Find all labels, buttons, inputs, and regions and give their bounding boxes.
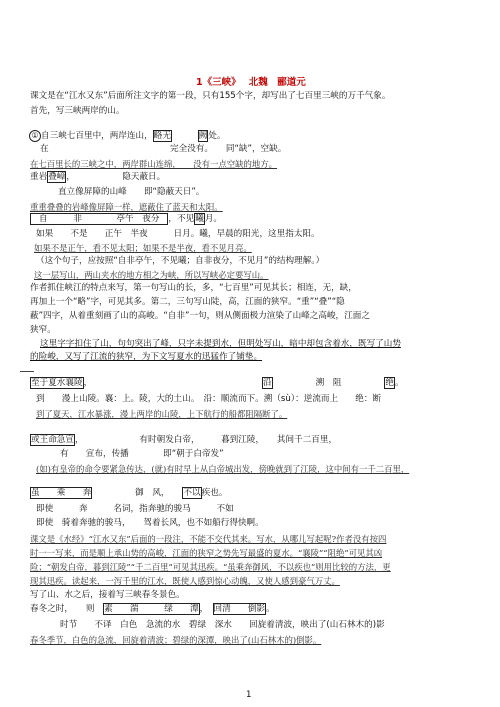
s2-translation-2: (如)有皇帝的命令要紧急传达，(就)有时早上从白帝城出发，傍晚就到了江陵，这中间有一千二百里， [36, 464, 410, 474]
s1-line-h: 如果 不是 正午 半夜 日月。曦，早晨的阳光，这里指太阳。 [36, 229, 320, 239]
s1-a-post: 处。 [208, 131, 226, 141]
p2-line-1: 作者抓住峡江的特点来写，第一句写山的长，多，“七百里”可见其长；相连，无，缺， [30, 283, 357, 293]
s2-a-c: 溯 [315, 378, 325, 388]
p4-line-4: 现其迅疾。读起来，一泻千里的江水，既使人感到惊心动魄，又使人感到豪气万丈。 [30, 576, 340, 586]
word-box: 虽 乘 奔 [31, 488, 92, 498]
s1-d-a: 重岩 [30, 172, 48, 182]
s3-b-mid: ， [199, 604, 204, 614]
title-author: 北魏 郦道元 [248, 77, 306, 88]
s1-line-b-left: 在 [40, 144, 49, 154]
s1-translation-3: 如果不是正午，看不见太阳；如果不是半夜，看不见月亮。 [34, 243, 252, 253]
p2-line-3: 蔽”四字，从着重刻画了山的高峻。“自非”一句，则从侧面极力渲染了山峰之高峻，江面之 [30, 311, 370, 321]
s1-line-j: （这个句子，应按照“自非亭午，不见曦；自非夜分，不见月”的结构理解。） [36, 256, 325, 266]
s1-line-b-right: 完全没有。 同“缺”，空缺。 [170, 144, 287, 154]
s1-line-d [30, 172, 165, 182]
word-box: 阙 [198, 131, 208, 141]
s1-a-pre: 自三峡七百里中，两岸连山， [41, 131, 153, 141]
word-box: 曦 [195, 214, 204, 224]
word-box: 至于夏水襄陵 [31, 378, 83, 388]
s2-line-b: 到 漫上山陵。襄：上。陵，大的土山。 沿：顺流而下。溯（sù）：逆流而上 绝：断 [36, 394, 382, 404]
word-box: 略无 [153, 131, 171, 141]
word-box: 沿 [263, 378, 272, 388]
s1-translation-2: 重重叠叠的岩峰像屏障一样，遮蔽住了蓝天和太阳。 [30, 202, 223, 212]
s2-a-d: 阻 [332, 378, 342, 388]
word-box: 不以 [183, 488, 201, 498]
s3-line-a: 写了山、水之后，接着写三峡春冬景色。 [30, 590, 185, 600]
word-box [30, 213, 168, 225]
s2-line-e: 有 宣布，传播 即“朝于白帝发” [60, 449, 224, 459]
s3-b-a: 春冬之时， 则 [30, 604, 95, 614]
s3-line-c: 时节 不译 白色 急流的水 碧绿 深水 回旋着清波，映出了(山石林木的)影 [60, 620, 385, 630]
p4-line-1: 课文是《水经》“江水又东”后面的一段注，不能不交代其来。写水，从哪儿写起呢?作者没有按四 [30, 534, 387, 544]
s2-g-b: 御 风， [92, 488, 166, 498]
paragraph-number: ① [29, 130, 41, 142]
s2-line-a-right [262, 378, 404, 388]
p3-line-2: 的险峻，又写了江流的狭窄，为下文写夏水的迅猛作了铺垫。 [30, 352, 263, 362]
intro-line-2: 首先，写三峡两岸的山。 [30, 106, 125, 116]
g-f: 月。 [204, 214, 223, 224]
p4-line-2: 时一一写来，而是顺上承山势的高峻，江面的狭窄之势先写最盛的夏水。“襄陵”“阻绝”可见其凶 [30, 548, 383, 558]
g-c: 亭午 [116, 214, 134, 224]
word-box: 素 湍 绿 潭 [104, 604, 199, 614]
p4-line-3: 险；“朝发白帝，暮到江陵”“千二百里”可见其迅疾。“虽乘奔御风，不以疾也”则用比较的方法，更 [30, 562, 391, 572]
s2-a-e: 。 [395, 378, 404, 388]
g-a: 自 [39, 214, 48, 224]
title-main: 1《三峡》 [196, 77, 236, 88]
s2-line-a [30, 378, 92, 388]
divider [20, 371, 34, 372]
s1-translation-1: 在七百里长的三峡之中，两岸群山连绵， 没有一点空缺的地方。 [30, 159, 278, 169]
word-box: 绝 [385, 378, 395, 388]
s3-translation: 春冬季节，白色的急流，回旋着清波；碧绿的深潭，映出了(山石林木的)倒影。 [30, 635, 322, 645]
s2-line-g [30, 488, 227, 498]
s2-line-d [30, 435, 337, 445]
word-box: 叠嶂 [48, 172, 66, 182]
s1-line-g [30, 214, 222, 224]
g-e: ，不见 [168, 214, 195, 224]
word-box: 或王命急宣 [31, 435, 74, 445]
s2-line-i: 即使 骑着奔驰的骏马， 驾着长风，也不如船行得快啊。 [36, 518, 264, 528]
s2-line-h: 即使 奔 名词，指奔驰的骏马 不如 [36, 504, 234, 514]
s1-line-a [29, 130, 226, 142]
s3-b-end: 。 [266, 604, 275, 614]
s2-g-c: 疾也。 [201, 488, 228, 498]
p2-line-4: 狭窄。 [30, 325, 56, 335]
s1-line-e: 直立像屏障的山峰 即“隐蔽天日”。 [58, 187, 205, 197]
g-b: 非 [73, 214, 83, 224]
s2-a-b: ， [83, 378, 93, 388]
s1-d-b: ， 隐天蔽日。 [66, 172, 166, 182]
intro-line-1: 课文是在“江水又东”后面所注文字的第一段，只有155个字，却写出了七百里三峡的万千气象。 [30, 91, 391, 101]
g-d: 夜分 [142, 214, 160, 224]
p2-line-2: 再加上一个“略”字，可见其多。第二，三句写山陡，高，江面的狭窄。“重”“叠”“隐 [30, 297, 345, 307]
s3-line-b [30, 604, 275, 614]
s1-summary: 这一层写山，两山夹水的地方相之为峡，所以写峡必定要写山。 [34, 270, 269, 280]
p3-line-1: 这里字字扣住了山，句句突出了峰，只字未提到水，但明处写山，暗中却包含着水，既写了山势 [40, 339, 401, 349]
word-box: 回清 倒影 [213, 604, 266, 614]
page-title [196, 74, 306, 88]
page-number: 1 [246, 690, 252, 700]
s2-translation-1: 到了夏天，江水暴涨，漫上两岸的山陵，上下航行的船都阻隔断了。 [36, 409, 288, 419]
s2-d-b: ， 有时朝发白帝， 暮到江陵， 其间千二百里， [74, 435, 338, 445]
